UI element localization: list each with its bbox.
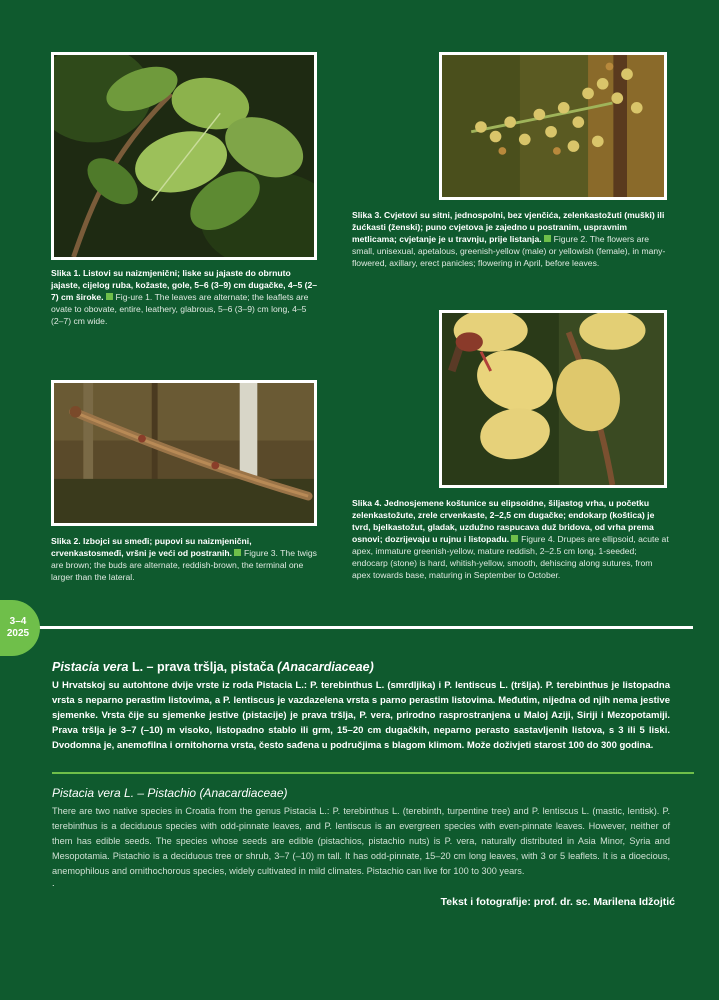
caption-slika-3: Slika 3. Cvjetovi su sitni, jednospolni, bez vjenčića, zelenkastožuti (muški) ili žućkasti (ženski); puno cvjetova je zajedno u postranim, uspravnim metlicama; cvjetanje je u travnju, prije listanja. Figure 2. The flowers are small, unisexual, apetalous, greenish-yellow (male) or yellowish (female), in many-flowered, axillary, erect panicles; flowering in April, before leaves.	[352, 210, 666, 268]
caption-slika-4: Slika 4. Jednosjemene koštunice su elipsoidne, šiljastog vrha, u početku zelenkastožute, zrele crvenkaste, 2–2,5 cm dugačke; endokarp (koštica) je tvrd, bjelkastožut, gladak, uzdužno raspucava duž bridova, od vrha prema osnovi; dozrijevaju u rujnu i listopadu. Figure 4. Drupes are ellipsoid, acute at apex, immature greenish-yellow, mature reddish, 2–2.5 cm long, 1-seeded; endocarp (stone) is hard, whitish-yellow, smooth, dehiscing along sutures, from apex towards base, maturing in September to October.	[352, 498, 669, 580]
photo-fruits	[439, 310, 667, 488]
caption-slika-2: Slika 2. Izbojci su smeđi; pupovi su naizmjenični, crvenkastosmeđi, vršni je veći od postranih. Figure 3. The twigs are brown; the buds are alternate, reddish-brown, the terminal one larger than the lateral.	[51, 536, 317, 582]
section-divider	[0, 626, 693, 629]
article-body-hr: U Hrvatskoj su autohtone dvije vrste iz roda Pistacia L.: P. terebinthus L. (smrdljika) i P. lentiscus L. (tršlja). P. terebinthus je listopadna vrsta s neparno perastim listovima, a P. lentiscus je vazdazelena vrsta s parno perastim listovima. Međutim, nijedna od njih nema jestive sjemenke. Vrsta čije su sjemenke jestive (pistacije) je prava tršlja, P. vera, prirodno rasprostranjena u Maloj Aziji, Siriji i Mezopotamiji. Prava tršlja je 3–7 (–10) m visoko, listopadno stablo ili grm, 15–20 cm dugačkih, neparno perasto sastavljenih listova, s 3 ili 5 liski. Dvodomna je, anemofilna i ornitohorna vrsta, često sađena u područjima s blagom klimom. Može doživjeti starost 100 do 300 godina.	[52, 680, 670, 751]
bullet-square-icon	[511, 535, 518, 542]
caption-slika-1: Slika 1. Listovi su naizmjenični; liske su jajaste do obrnuto jajaste, cijelog ruba, kožaste, gole, 5–6 (3–9) cm dugačke, 4–5 (2–7) cm široke. Fig-ure 1. The leaves are alternate; the leaflets are ovate to obovate, entire, leathery, glabrous, 5–6 (3–9) cm long, 4–5 (2–7) cm wide.	[51, 268, 318, 326]
issue-badge	[0, 600, 40, 656]
issue-number: 3–4	[9, 616, 27, 627]
article-subtitle-en: Pistacia vera L. – Pistachio (Anacardiaceae)	[52, 786, 288, 800]
bullet-square-icon	[106, 293, 113, 300]
bullet-square-icon	[544, 235, 551, 242]
article-title: Pistacia vera L. – prava tršlja, pistača (Anacardiaceae)	[52, 660, 374, 674]
photo-twig	[51, 380, 317, 526]
photo-leaves	[51, 52, 317, 260]
photo-flowers	[439, 52, 667, 200]
trailing-dot: .	[52, 878, 55, 888]
language-divider	[52, 772, 694, 774]
issue-year: 2025	[6, 628, 30, 639]
article-body-en: There are two native species in Croatia from the genus Pistacia L.: P. terebinthus L. (terebinth, turpentine tree) and P. lentiscus L. (mastic, lentisk). P. terebinthus is a deciduous species with odd-pinnate leaves, and P. lentiscus is an evergreen species with even-pinnate leaves. However, neither of them has edible seeds. The species whose seeds are edible (pistachios, pistachio nuts) is P. vera, naturally distributed in Asia Minor, Syria and Mesopotamia. Pistachio is a deciduous tree or shrub, 3–7 (–10) m tall. It has odd-pinnate, 15–20 cm long leaves, with 3 or 5 leaflets. It is a dioecious, anemophilous and ornithochorous species, widely cultivated in mild climates. Pistachio can live for 100 to 300 years.	[52, 806, 670, 876]
author-credit: Tekst i fotografije: prof. dr. sc. Marilena Idžojtić	[440, 896, 675, 908]
bullet-square-icon	[234, 549, 241, 556]
